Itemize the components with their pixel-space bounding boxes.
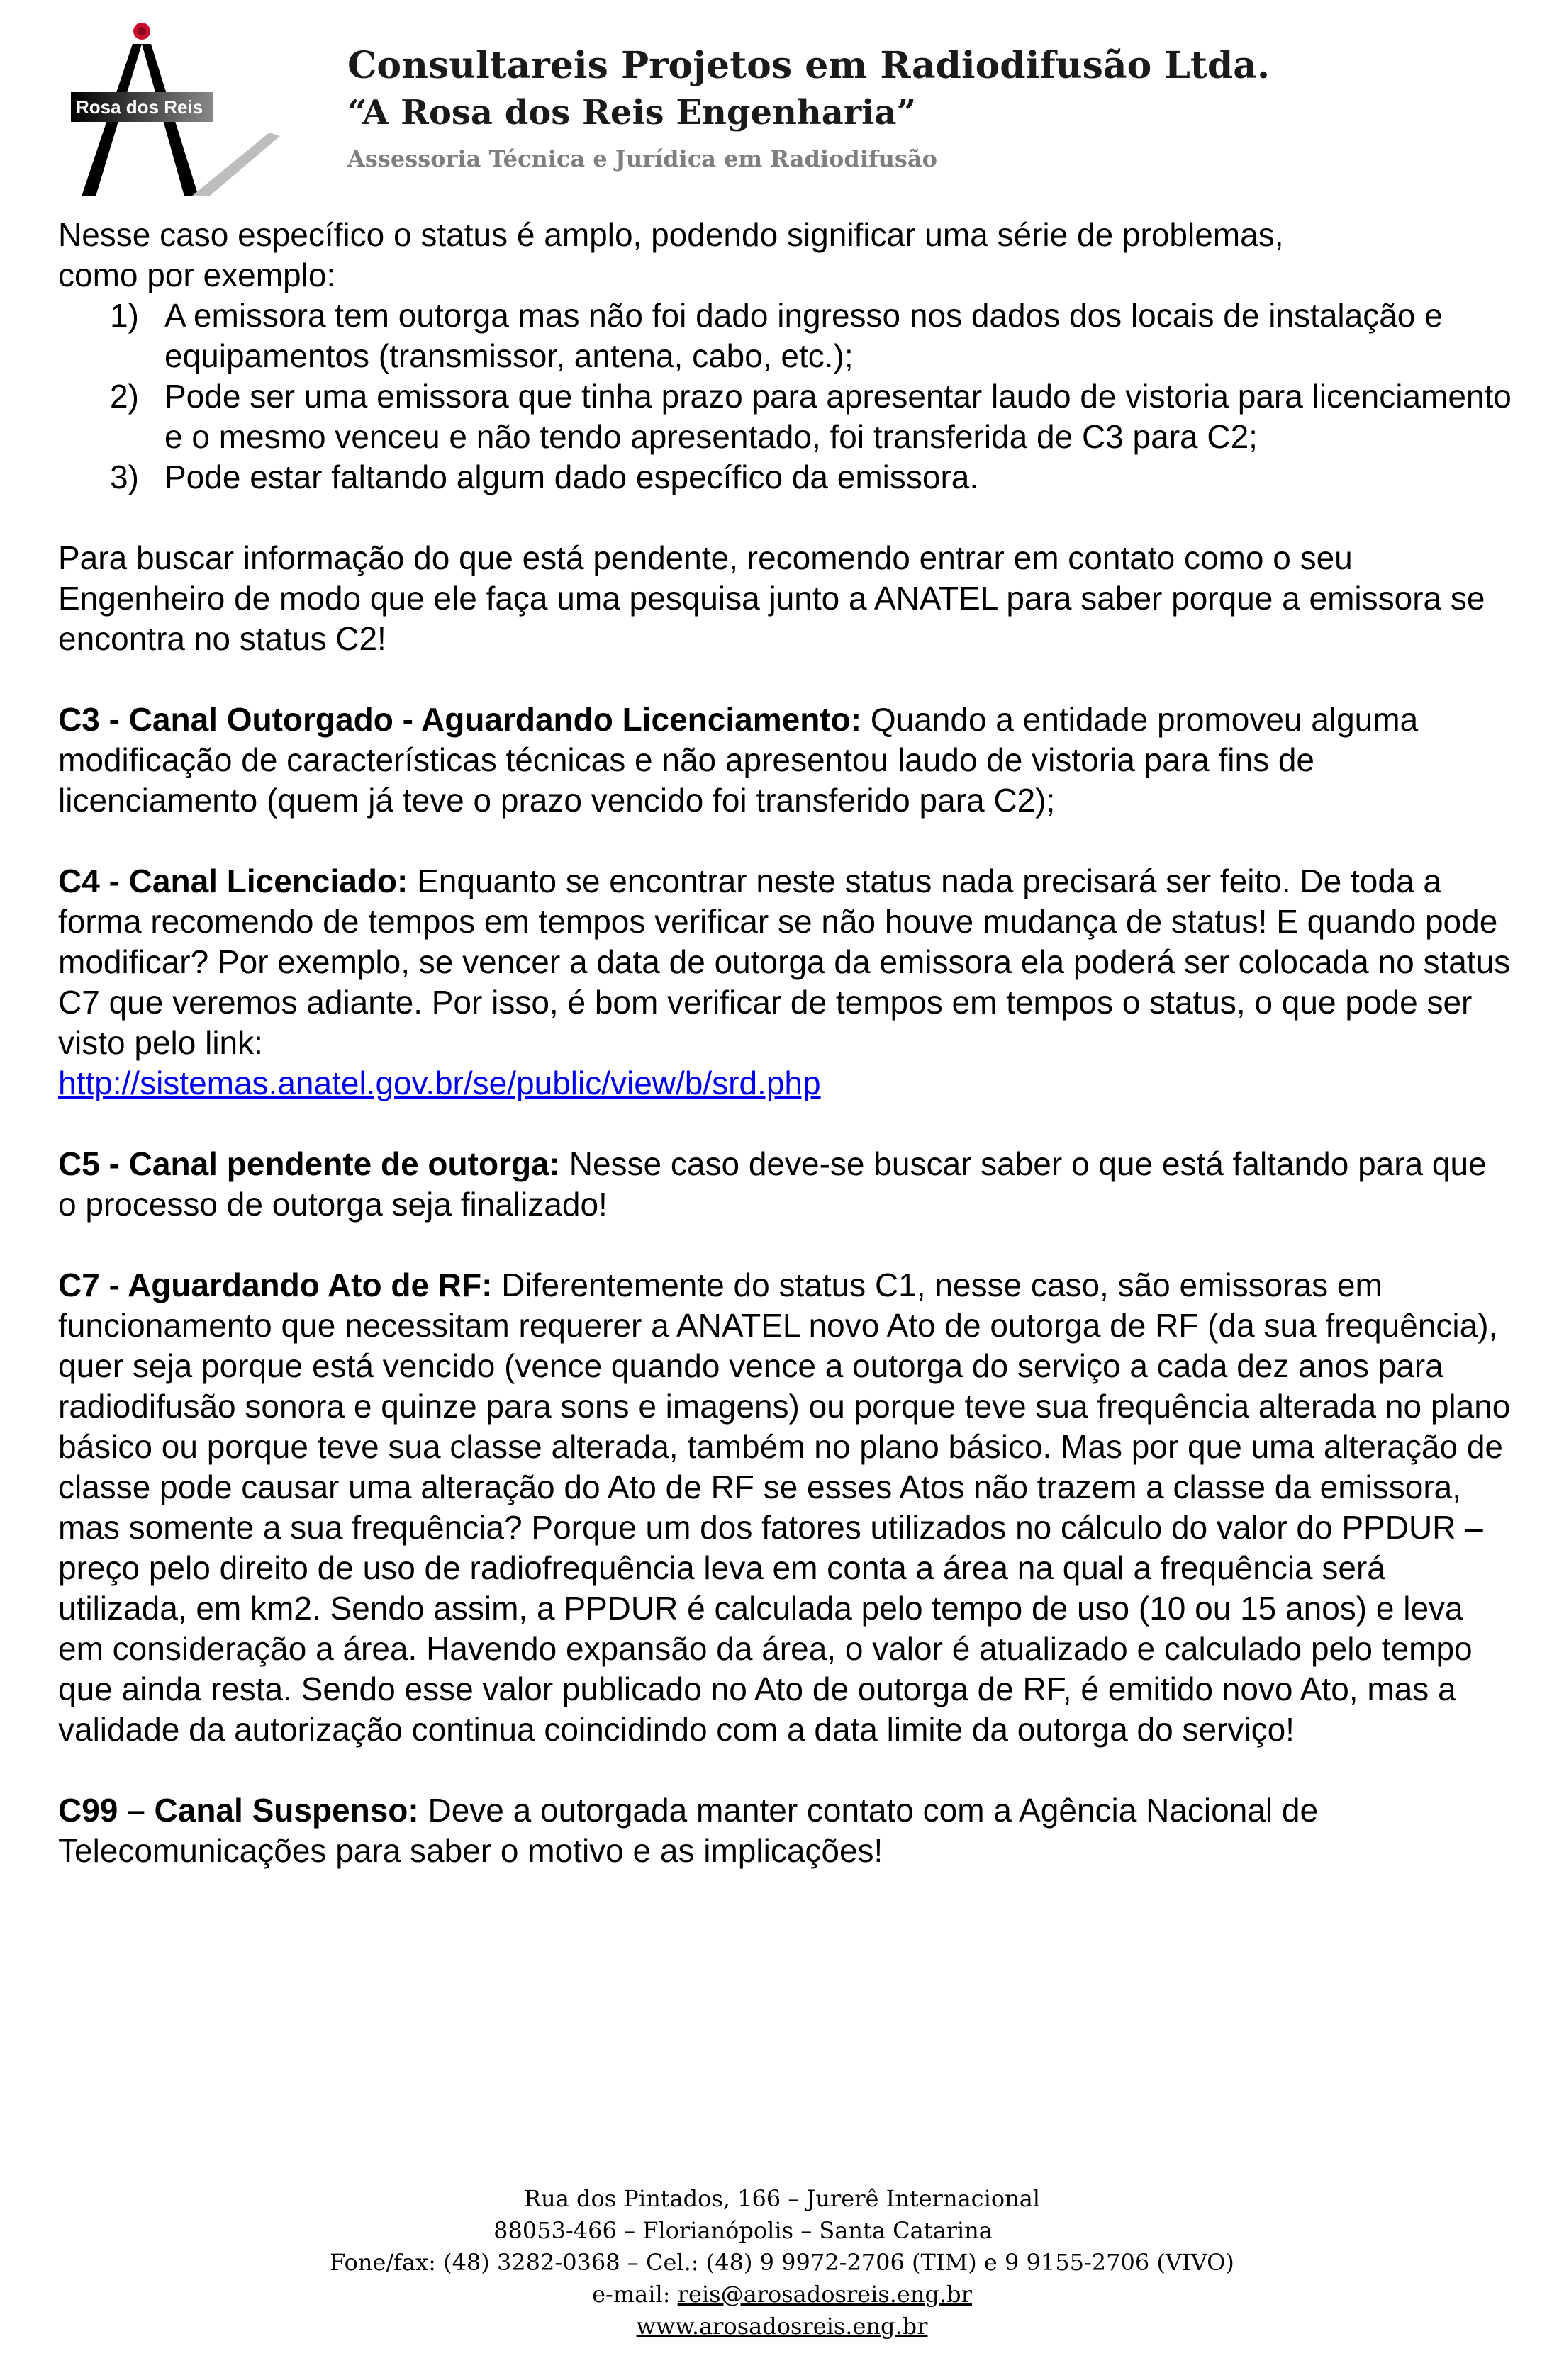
- company-header: [347, 43, 1270, 176]
- document-body: [58, 215, 1512, 1871]
- footer-website-link[interactable]: www.arosadosreis.eng.br: [636, 2313, 928, 2340]
- status-c3-label: C3 - Canal Outorgado - Aguardando Licenciamento:: [58, 701, 862, 738]
- list-number: 2): [110, 378, 139, 415]
- status-c99-label: C99 – Canal Suspenso:: [58, 1792, 419, 1829]
- footer-email-link[interactable]: reis@arosadosreis.eng.br: [677, 2281, 972, 2308]
- status-c5-label: C5 - Canal pendente de outorga:: [58, 1145, 560, 1182]
- intro-line-2: como por exemplo:: [58, 257, 336, 293]
- footer-city: 88053-466 – Florianópolis – Santa Catarina: [493, 2217, 993, 2244]
- list-number: 1): [110, 297, 139, 334]
- logo-text: Rosa dos Reis: [76, 96, 203, 118]
- company-subtitle: Assessoria Técnica e Jurídica em Radiodifusão: [347, 145, 938, 172]
- footer-email-label: e-mail:: [592, 2281, 678, 2308]
- footer-address: Rua dos Pintados, 166 – Jurerê Internacional: [524, 2185, 1040, 2212]
- status-c4-label: C4 - Canal Licenciado:: [58, 863, 408, 899]
- status-c7-text: Diferentemente do status C1, nesse caso, são emissoras em funcionamento que necessitam requerer a ANATEL novo Ato de outorga de RF (da sua frequência), quer seja porque está vencido (vence quando vence a outorga do serviço a cada dez anos para radiodifusão sonora e quinze para sons e imagens) ou porque teve sua frequência alterada no plano básico ou porque teve sua classe alterada, também no plano básico. Mas por que uma alteração de classe pode causar uma alteração do Ato de RF se esses Atos não trazem a classe da emissora, mas somente a sua frequência? Porque um dos fatores utilizados no cálculo do valor do PPDUR – preço pelo direito de uso de radiofrequência leva em conta a área na qual a frequência será utilizada, em km2. Sendo assim, a PPDUR é calculada pelo tempo de uso (10 ou 15 anos) e leva em consideração a área. Havendo expansão da área, o valor é atualizado e calculado pelo tempo que ainda resta. Sendo esse valor publicado no Ato de outorga de RF, é emitido novo Ato, mas a validade da autorização continua coincidindo com a data limite da outorga do serviço!: [58, 1267, 1511, 1748]
- list-text: A emissora tem outorga mas não foi dado ingresso nos dados dos locais de instalação e equipamentos (transmissor, antena, cabo, etc.);: [164, 297, 1443, 374]
- status-c3: [58, 700, 1512, 821]
- status-c5: [58, 1144, 1512, 1225]
- paragraph-pending: Para buscar informação do que está pendente, recomendo entrar em contato como o seu Engenheiro de modo que ele faça uma pesquisa junto a ANATEL para saber porque a emissora se encontra no status C2!: [58, 539, 1485, 657]
- footer-email-line: [0, 2279, 1564, 2311]
- status-c7: [58, 1265, 1512, 1750]
- company-name: Consultareis Projetos em Radiodifusão Ltda.: [347, 44, 1270, 87]
- company-tagline: “A Rosa dos Reis Engenharia”: [347, 93, 917, 133]
- company-logo: [67, 16, 294, 211]
- problem-list: [58, 296, 1512, 498]
- status-c4-text: Enquanto se encontrar neste status nada precisará ser feito. De toda a forma recomendo de tempos em tempos verificar se não houve mudança de status! E quando pode modificar? Por exemplo, se vencer a data de outorga da emissora ela poderá ser colocada no status C7 que veremos adiante. Por isso, é bom verificar de tempos em tempos o status, o que pode ser visto pelo link:: [58, 863, 1511, 1061]
- page-footer: [0, 2183, 1564, 2342]
- list-number: 3): [110, 459, 139, 495]
- list-item: [58, 376, 1512, 457]
- list-item: [58, 296, 1512, 376]
- status-c4: [58, 861, 1512, 1063]
- footer-phones: Fone/fax: (48) 3282-0368 – Cel.: (48) 9 9972-2706 (TIM) e 9 9155-2706 (VIVO): [330, 2249, 1234, 2276]
- intro-line-1: Nesse caso específico o status é amplo, podendo significar uma série de problemas,: [58, 216, 1284, 253]
- status-c5-text: Nesse caso deve-se buscar saber o que está faltando para que o processo de outorga seja finalizado!: [58, 1145, 1487, 1223]
- status-c3-text: Quando a entidade promoveu alguma modificação de características técnicas e não apresentou laudo de vistoria para fins de licenciamento (quem já teve o prazo vencido foi transferido para C2);: [58, 701, 1419, 819]
- list-text: Pode ser uma emissora que tinha prazo para apresentar laudo de vistoria para licenciamento e o mesmo venceu e não tendo apresentado, foi transferida de C3 para C2;: [164, 378, 1512, 455]
- anatel-link[interactable]: http://sistemas.anatel.gov.br/se/public/view/b/srd.php: [58, 1065, 821, 1101]
- status-c7-label: C7 - Aguardando Ato de RF:: [58, 1267, 493, 1303]
- status-c99-text: Deve a outorgada manter contato com a Agência Nacional de Telecomunicações para saber o motivo e as implicações!: [58, 1792, 1319, 1869]
- status-c99: [58, 1790, 1512, 1871]
- list-item: [58, 457, 1512, 498]
- list-text: Pode estar faltando algum dado específico da emissora.: [164, 459, 979, 495]
